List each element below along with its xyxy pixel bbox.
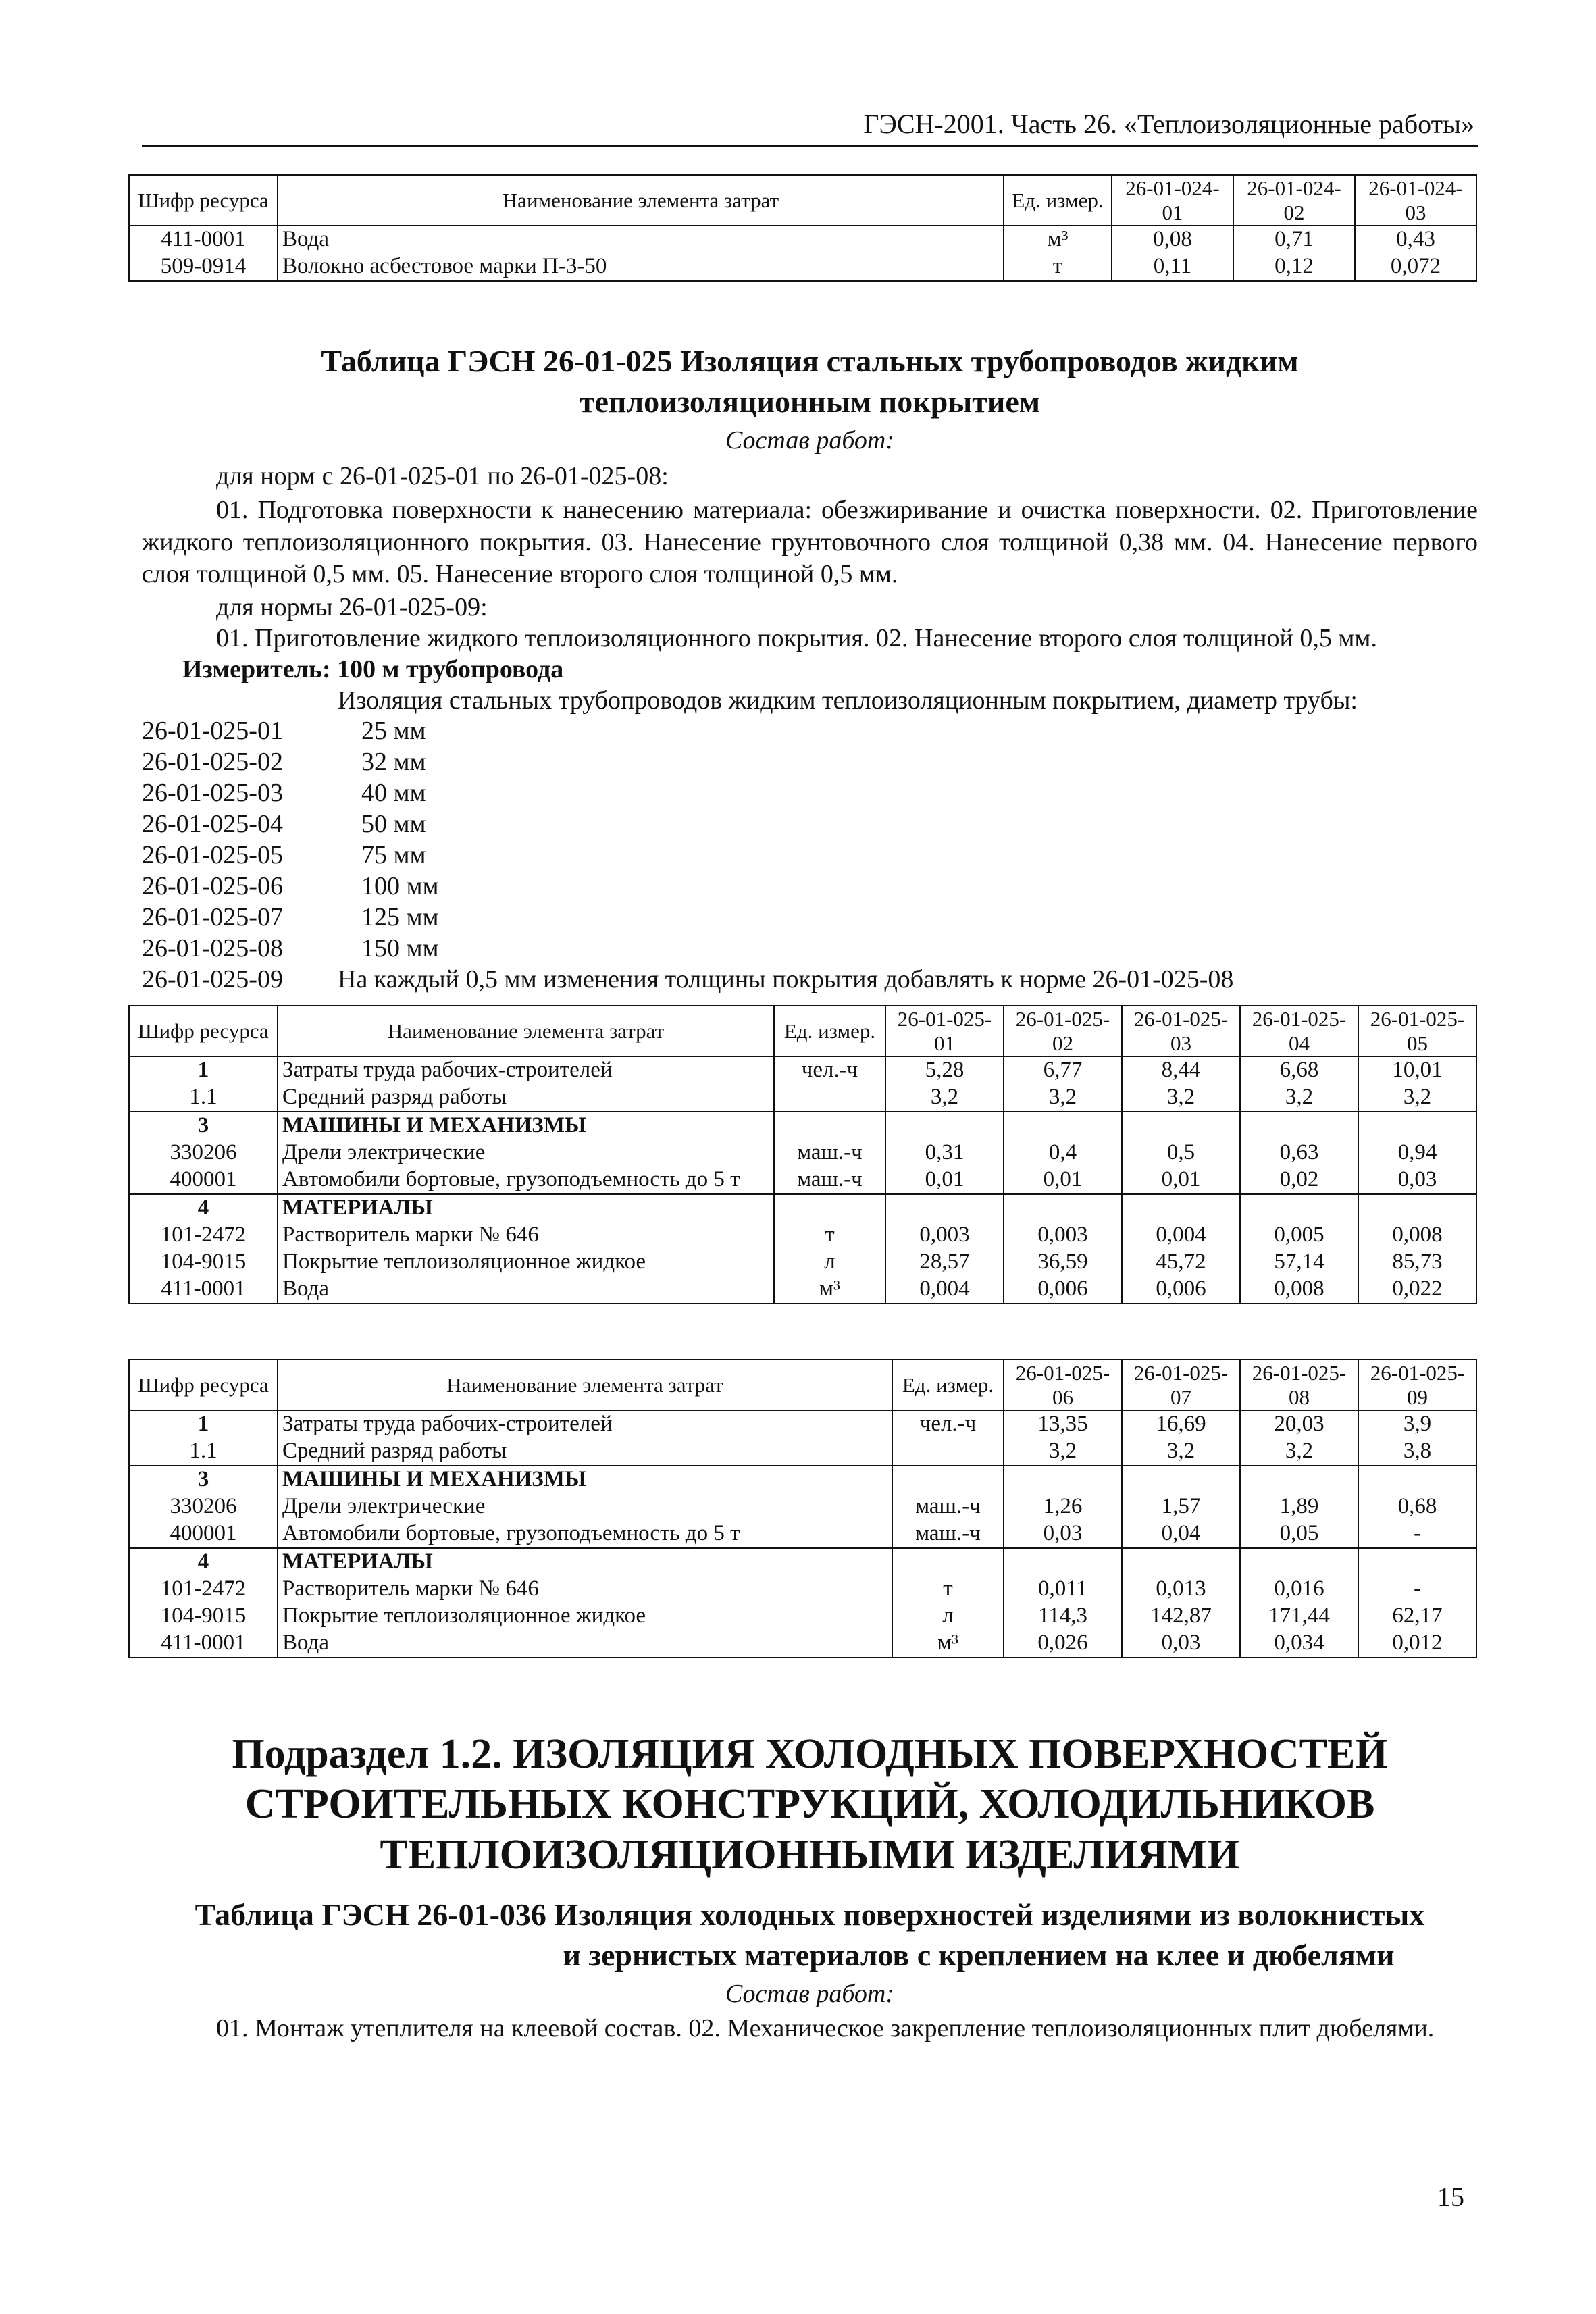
cell-value: 0,08 bbox=[1112, 226, 1233, 253]
cell-value: 3,2 bbox=[1240, 1084, 1358, 1112]
header-norm: 26-01-024-02 bbox=[1233, 175, 1355, 226]
cell-value: 0,71 bbox=[1233, 226, 1355, 253]
table-row bbox=[129, 1548, 1476, 1576]
cell-unit: т bbox=[1004, 253, 1112, 281]
cell-unit: т bbox=[892, 1576, 1004, 1603]
cell-code: 509-0914 bbox=[129, 253, 278, 281]
table-row bbox=[129, 1466, 1476, 1493]
cell-unit bbox=[892, 1438, 1004, 1466]
cell-code: 101-2472 bbox=[129, 1576, 278, 1603]
cell-name: Затраты труда рабочих-строителей bbox=[278, 1056, 774, 1084]
cell-value bbox=[1358, 1466, 1476, 1493]
table-row bbox=[129, 226, 1476, 253]
cell-code: 1.1 bbox=[129, 1084, 278, 1112]
cell-name: МАТЕРИАЛЫ bbox=[278, 1194, 774, 1222]
header-name: Наименование элемента затрат bbox=[278, 175, 1004, 226]
item-diameter: 50 мм bbox=[361, 810, 426, 838]
cell-value: 5,28 bbox=[885, 1056, 1004, 1084]
table-row bbox=[129, 1438, 1476, 1466]
resource-table-025-b bbox=[128, 1359, 1477, 1658]
table-row bbox=[129, 1222, 1476, 1249]
cell-name: МАШИНЫ И МЕХАНИЗМЫ bbox=[278, 1466, 892, 1493]
cell-code: 1 bbox=[129, 1410, 278, 1438]
table-title-line: теплоизоляционным покрытием bbox=[579, 384, 1041, 419]
item-diameter: 25 мм bbox=[361, 717, 426, 745]
cell-value: 0,006 bbox=[1122, 1276, 1240, 1304]
cell-value: 0,022 bbox=[1358, 1276, 1476, 1304]
cell-unit: маш.-ч bbox=[892, 1493, 1004, 1520]
header-name: Наименование элемента затрат bbox=[278, 1006, 774, 1056]
cell-value: - bbox=[1358, 1520, 1476, 1548]
resource-table-025-a bbox=[128, 1005, 1477, 1304]
cell-code: 400001 bbox=[129, 1166, 278, 1194]
cell-value: 0,01 bbox=[885, 1166, 1004, 1194]
cell-value: 0,4 bbox=[1004, 1139, 1122, 1166]
cell-value: 1,57 bbox=[1122, 1493, 1240, 1520]
cell-value: 0,01 bbox=[1004, 1166, 1122, 1194]
table-title-025 bbox=[142, 341, 1478, 422]
cell-value: 114,3 bbox=[1004, 1603, 1122, 1630]
header-norm: 26-01-025-04 bbox=[1240, 1006, 1358, 1056]
cell-value: 0,034 bbox=[1240, 1630, 1358, 1657]
table-row bbox=[129, 1084, 1476, 1112]
header-norm: 26-01-025-03 bbox=[1122, 1006, 1240, 1056]
cell-name: Затраты труда рабочих-строителей bbox=[278, 1410, 892, 1438]
cell-name: Средний разряд работы bbox=[278, 1084, 774, 1112]
cell-unit bbox=[774, 1084, 885, 1112]
table-row bbox=[129, 1576, 1476, 1603]
composition-label: Состав работ: bbox=[725, 426, 895, 455]
header-name: Наименование элемента затрат bbox=[278, 1360, 892, 1410]
item-code: 26-01-025-03 bbox=[142, 779, 283, 807]
cell-value: 0,016 bbox=[1240, 1576, 1358, 1603]
cell-unit: л bbox=[892, 1603, 1004, 1630]
header-norm: 26-01-025-05 bbox=[1358, 1006, 1476, 1056]
cell-value: 8,44 bbox=[1122, 1056, 1240, 1084]
cell-value bbox=[1122, 1466, 1240, 1493]
cell-unit: чел.-ч bbox=[774, 1056, 885, 1084]
cell-value: 0,03 bbox=[1122, 1630, 1240, 1657]
cell-value: 0,003 bbox=[885, 1222, 1004, 1249]
cell-unit bbox=[892, 1466, 1004, 1493]
table-row bbox=[129, 1493, 1476, 1520]
item-code: 26-01-025-09 bbox=[142, 965, 283, 994]
cell-unit bbox=[774, 1112, 885, 1139]
item-code: 26-01-025-08 bbox=[142, 934, 283, 962]
item-diameter: 40 мм bbox=[361, 779, 426, 807]
table-row bbox=[129, 1194, 1476, 1222]
cell-unit: т bbox=[774, 1222, 885, 1249]
item-code: 26-01-025-06 bbox=[142, 872, 283, 900]
cell-name: Дрели электрические bbox=[278, 1139, 774, 1166]
table-title-line: Таблица ГЭСН 26-01-025 Изоляция стальных трубопроводов жидким bbox=[321, 344, 1299, 378]
composition-label: Состав работ: bbox=[725, 1980, 895, 2008]
cell-value: 0,01 bbox=[1122, 1166, 1240, 1194]
cell-unit: маш.-ч bbox=[774, 1166, 885, 1194]
cell-value bbox=[1240, 1194, 1358, 1222]
subsection-heading-line: СТРОИТЕЛЬНЫХ КОНСТРУКЦИЙ, ХОЛОДИЛЬНИКОВ bbox=[244, 1781, 1375, 1828]
header-unit: Ед. измер. bbox=[1004, 175, 1112, 226]
cell-code: 3 bbox=[129, 1466, 278, 1493]
cell-value: 45,72 bbox=[1122, 1249, 1240, 1276]
cell-value bbox=[1240, 1466, 1358, 1493]
cell-value: 0,005 bbox=[1240, 1222, 1358, 1249]
cell-unit: м³ bbox=[1004, 226, 1112, 253]
cell-code: 411-0001 bbox=[129, 226, 278, 253]
cell-code: 104-9015 bbox=[129, 1603, 278, 1630]
cell-value: 3,2 bbox=[1240, 1438, 1358, 1466]
cell-value: 16,69 bbox=[1122, 1410, 1240, 1438]
cell-value bbox=[885, 1194, 1004, 1222]
cell-value bbox=[885, 1112, 1004, 1139]
cell-value: 0,03 bbox=[1004, 1520, 1122, 1548]
cell-value bbox=[1122, 1548, 1240, 1576]
cell-unit: м³ bbox=[774, 1276, 885, 1304]
cell-value: 57,14 bbox=[1240, 1249, 1358, 1276]
cell-value bbox=[1122, 1112, 1240, 1139]
item-diameter: 32 мм bbox=[361, 748, 426, 776]
table-row bbox=[129, 1166, 1476, 1194]
cell-value: 3,2 bbox=[1358, 1084, 1476, 1112]
cell-value: 0,026 bbox=[1004, 1630, 1122, 1657]
item-diameter: На каждый 0,5 мм изменения толщины покрытия добавлять к норме 26-01-025-08 bbox=[338, 965, 1234, 994]
cell-name: МАШИНЫ И МЕХАНИЗМЫ bbox=[278, 1112, 774, 1139]
cell-value bbox=[1004, 1466, 1122, 1493]
item-code: 26-01-025-07 bbox=[142, 903, 283, 931]
cell-value: 0,072 bbox=[1355, 253, 1476, 281]
cell-name: Растворитель марки № 646 bbox=[278, 1576, 892, 1603]
cell-value: 6,77 bbox=[1004, 1056, 1122, 1084]
cell-value: 0,68 bbox=[1358, 1493, 1476, 1520]
subsection-heading-line: ТЕПЛОИЗОЛЯЦИОННЫМИ ИЗДЕЛИЯМИ bbox=[380, 1831, 1240, 1878]
subsection-heading bbox=[142, 1729, 1478, 1880]
cell-value: 0,012 bbox=[1358, 1630, 1476, 1657]
cell-value: 13,35 bbox=[1004, 1410, 1122, 1438]
header-unit: Ед. измер. bbox=[892, 1360, 1004, 1410]
table-row bbox=[129, 1630, 1476, 1657]
table-row bbox=[129, 253, 1476, 281]
cell-value: 62,17 bbox=[1358, 1603, 1476, 1630]
cell-name: Средний разряд работы bbox=[278, 1438, 892, 1466]
header-code: Шифр ресурса bbox=[129, 1360, 278, 1410]
cell-value: 1,89 bbox=[1240, 1493, 1358, 1520]
cell-name: Растворитель марки № 646 bbox=[278, 1222, 774, 1249]
norm-09-note: для нормы 26-01-025-09: bbox=[216, 593, 488, 621]
cell-value: 0,006 bbox=[1004, 1276, 1122, 1304]
cell-name: Волокно асбестовое марки П-3-50 bbox=[278, 253, 1004, 281]
header-norm: 26-01-025-06 bbox=[1004, 1360, 1122, 1410]
cell-code: 330206 bbox=[129, 1493, 278, 1520]
item-code: 26-01-025-04 bbox=[142, 810, 283, 838]
items-intro: Изоляция стальных трубопроводов жидким теплоизоляционным покрытием, диаметр трубы: bbox=[338, 686, 1358, 715]
cell-unit bbox=[774, 1194, 885, 1222]
cell-name: Вода bbox=[278, 226, 1004, 253]
cell-unit: чел.-ч bbox=[892, 1410, 1004, 1438]
header-rule bbox=[142, 145, 1478, 147]
cell-value bbox=[1004, 1112, 1122, 1139]
cell-value: 3,9 bbox=[1358, 1410, 1476, 1438]
cell-unit: л bbox=[774, 1249, 885, 1276]
header-code: Шифр ресурса bbox=[129, 1006, 278, 1056]
cell-name: Автомобили бортовые, грузоподъемность до 5 т bbox=[278, 1166, 774, 1194]
cell-value bbox=[1240, 1112, 1358, 1139]
work-composition-text: 01. Монтаж утеплителя на клеевой состав. 02. Механическое закрепление теплоизоляционных плит дюбелями. bbox=[216, 2014, 1435, 2042]
cell-value bbox=[1240, 1548, 1358, 1576]
table-row bbox=[129, 1276, 1476, 1304]
cell-code: 1 bbox=[129, 1056, 278, 1084]
cell-value: 0,94 bbox=[1358, 1139, 1476, 1166]
cell-value: 0,02 bbox=[1240, 1166, 1358, 1194]
work-composition-text-2: 01. Приготовление жидкого теплоизоляционного покрытия. 02. Нанесение второго слоя толщиной 0,5 мм. bbox=[216, 624, 1377, 652]
item-diameter: 75 мм bbox=[361, 841, 426, 869]
cell-value: 0,04 bbox=[1122, 1520, 1240, 1548]
cell-value: 0,11 bbox=[1112, 253, 1233, 281]
cell-value bbox=[1004, 1194, 1122, 1222]
cell-name: Автомобили бортовые, грузоподъемность до 5 т bbox=[278, 1520, 892, 1548]
cell-value: 142,87 bbox=[1122, 1603, 1240, 1630]
cell-value bbox=[1358, 1548, 1476, 1576]
cell-value: 0,003 bbox=[1004, 1222, 1122, 1249]
table-title-036 bbox=[142, 1895, 1478, 1976]
cell-name: Покрытие теплоизоляционное жидкое bbox=[278, 1603, 892, 1630]
cell-value: 0,12 bbox=[1233, 253, 1355, 281]
cell-value: 0,5 bbox=[1122, 1139, 1240, 1166]
cell-value: 0,05 bbox=[1240, 1520, 1358, 1548]
table-row bbox=[129, 1249, 1476, 1276]
cell-name: Дрели электрические bbox=[278, 1493, 892, 1520]
cell-code: 104-9015 bbox=[129, 1249, 278, 1276]
item-code: 26-01-025-02 bbox=[142, 748, 283, 776]
cell-unit bbox=[892, 1548, 1004, 1576]
cell-value: 3,2 bbox=[1004, 1084, 1122, 1112]
table-row bbox=[129, 1112, 1476, 1139]
table-row bbox=[129, 1410, 1476, 1438]
cell-code: 411-0001 bbox=[129, 1630, 278, 1657]
cell-code: 1.1 bbox=[129, 1438, 278, 1466]
cell-value: 0,013 bbox=[1122, 1576, 1240, 1603]
cell-code: 4 bbox=[129, 1548, 278, 1576]
resource-table-024 bbox=[128, 174, 1477, 282]
item-diameter: 150 мм bbox=[361, 934, 439, 962]
header-norm: 26-01-025-09 bbox=[1358, 1360, 1476, 1410]
cell-code: 101-2472 bbox=[129, 1222, 278, 1249]
header-unit: Ед. измер. bbox=[774, 1006, 885, 1056]
cell-value: 0,008 bbox=[1240, 1276, 1358, 1304]
cell-code: 3 bbox=[129, 1112, 278, 1139]
cell-value bbox=[1122, 1194, 1240, 1222]
cell-unit: маш.-ч bbox=[774, 1139, 885, 1166]
table-row bbox=[129, 1603, 1476, 1630]
cell-value: 3,2 bbox=[1122, 1438, 1240, 1466]
cell-value: 28,57 bbox=[885, 1249, 1004, 1276]
subsection-heading-line: Подраздел 1.2. ИЗОЛЯЦИЯ ХОЛОДНЫХ ПОВЕРХНОСТЕЙ bbox=[232, 1731, 1388, 1777]
header-norm: 26-01-025-08 bbox=[1240, 1360, 1358, 1410]
header-norm: 26-01-025-02 bbox=[1004, 1006, 1122, 1056]
header-norm: 26-01-024-01 bbox=[1112, 175, 1233, 226]
cell-value: 3,2 bbox=[885, 1084, 1004, 1112]
page-number: 15 bbox=[1437, 2182, 1464, 2212]
cell-unit: м³ bbox=[892, 1630, 1004, 1657]
cell-value: 6,68 bbox=[1240, 1056, 1358, 1084]
cell-code: 330206 bbox=[129, 1139, 278, 1166]
table-row bbox=[129, 1056, 1476, 1084]
cell-value: 0,31 bbox=[885, 1139, 1004, 1166]
cell-value: 0,008 bbox=[1358, 1222, 1476, 1249]
cell-value: 36,59 bbox=[1004, 1249, 1122, 1276]
item-code: 26-01-025-05 bbox=[142, 841, 283, 869]
cell-unit: маш.-ч bbox=[892, 1520, 1004, 1548]
running-header: ГЭСН-2001. Часть 26. «Теплоизоляционные работы» bbox=[863, 109, 1474, 139]
cell-value: 1,26 bbox=[1004, 1493, 1122, 1520]
table-title-line: Таблица ГЭСН 26-01-036 Изоляция холодных поверхностей изделиями из волокнистых bbox=[195, 1897, 1425, 1932]
cell-value: 0,004 bbox=[1122, 1222, 1240, 1249]
cell-name: Вода bbox=[278, 1630, 892, 1657]
cell-name: Покрытие теплоизоляционное жидкое bbox=[278, 1249, 774, 1276]
cell-value: 3,2 bbox=[1122, 1084, 1240, 1112]
norms-range-note: для норм с 26-01-025-01 по 26-01-025-08: bbox=[216, 462, 669, 490]
cell-value bbox=[1358, 1112, 1476, 1139]
header-code: Шифр ресурса bbox=[129, 175, 278, 226]
cell-value: 3,8 bbox=[1358, 1438, 1476, 1466]
meter-unit: Измеритель: 100 м трубопровода bbox=[182, 655, 564, 684]
table-row bbox=[129, 1520, 1476, 1548]
cell-code: 411-0001 bbox=[129, 1276, 278, 1304]
cell-value: 3,2 bbox=[1004, 1438, 1122, 1466]
header-norm: 26-01-024-03 bbox=[1355, 175, 1476, 226]
cell-name: Вода bbox=[278, 1276, 774, 1304]
cell-code: 4 bbox=[129, 1194, 278, 1222]
table-row bbox=[129, 1139, 1476, 1166]
cell-value: 0,004 bbox=[885, 1276, 1004, 1304]
cell-name: МАТЕРИАЛЫ bbox=[278, 1548, 892, 1576]
cell-value: 20,03 bbox=[1240, 1410, 1358, 1438]
item-diameter: 125 мм bbox=[361, 903, 439, 931]
table-title-line: и зернистых материалов с креплением на клее и дюбелями bbox=[563, 1937, 1395, 1972]
cell-value: - bbox=[1358, 1576, 1476, 1603]
cell-value bbox=[1004, 1548, 1122, 1576]
cell-value: 0,63 bbox=[1240, 1139, 1358, 1166]
item-diameter: 100 мм bbox=[361, 872, 439, 900]
cell-value: 10,01 bbox=[1358, 1056, 1476, 1084]
header-norm: 26-01-025-01 bbox=[885, 1006, 1004, 1056]
cell-value: 0,011 bbox=[1004, 1576, 1122, 1603]
work-composition-text: 01. Подготовка поверхности к нанесению материала: обезжиривание и очистка поверхности. 02. Приготовление жидкого теплоизоляционного покрытия. 03. Нанесение грунтовочного слоя толщиной 0,38 мм. 04. Нанесение первого слоя толщиной 0,5 мм. 05. Нанесение второго слоя толщиной 0,5 мм. bbox=[142, 496, 1478, 588]
cell-value: 0,43 bbox=[1355, 226, 1476, 253]
cell-code: 400001 bbox=[129, 1520, 278, 1548]
cell-value: 0,03 bbox=[1358, 1166, 1476, 1194]
item-code: 26-01-025-01 bbox=[142, 717, 283, 745]
cell-value bbox=[1358, 1194, 1476, 1222]
cell-value: 171,44 bbox=[1240, 1603, 1358, 1630]
cell-value: 85,73 bbox=[1358, 1249, 1476, 1276]
header-norm: 26-01-025-07 bbox=[1122, 1360, 1240, 1410]
